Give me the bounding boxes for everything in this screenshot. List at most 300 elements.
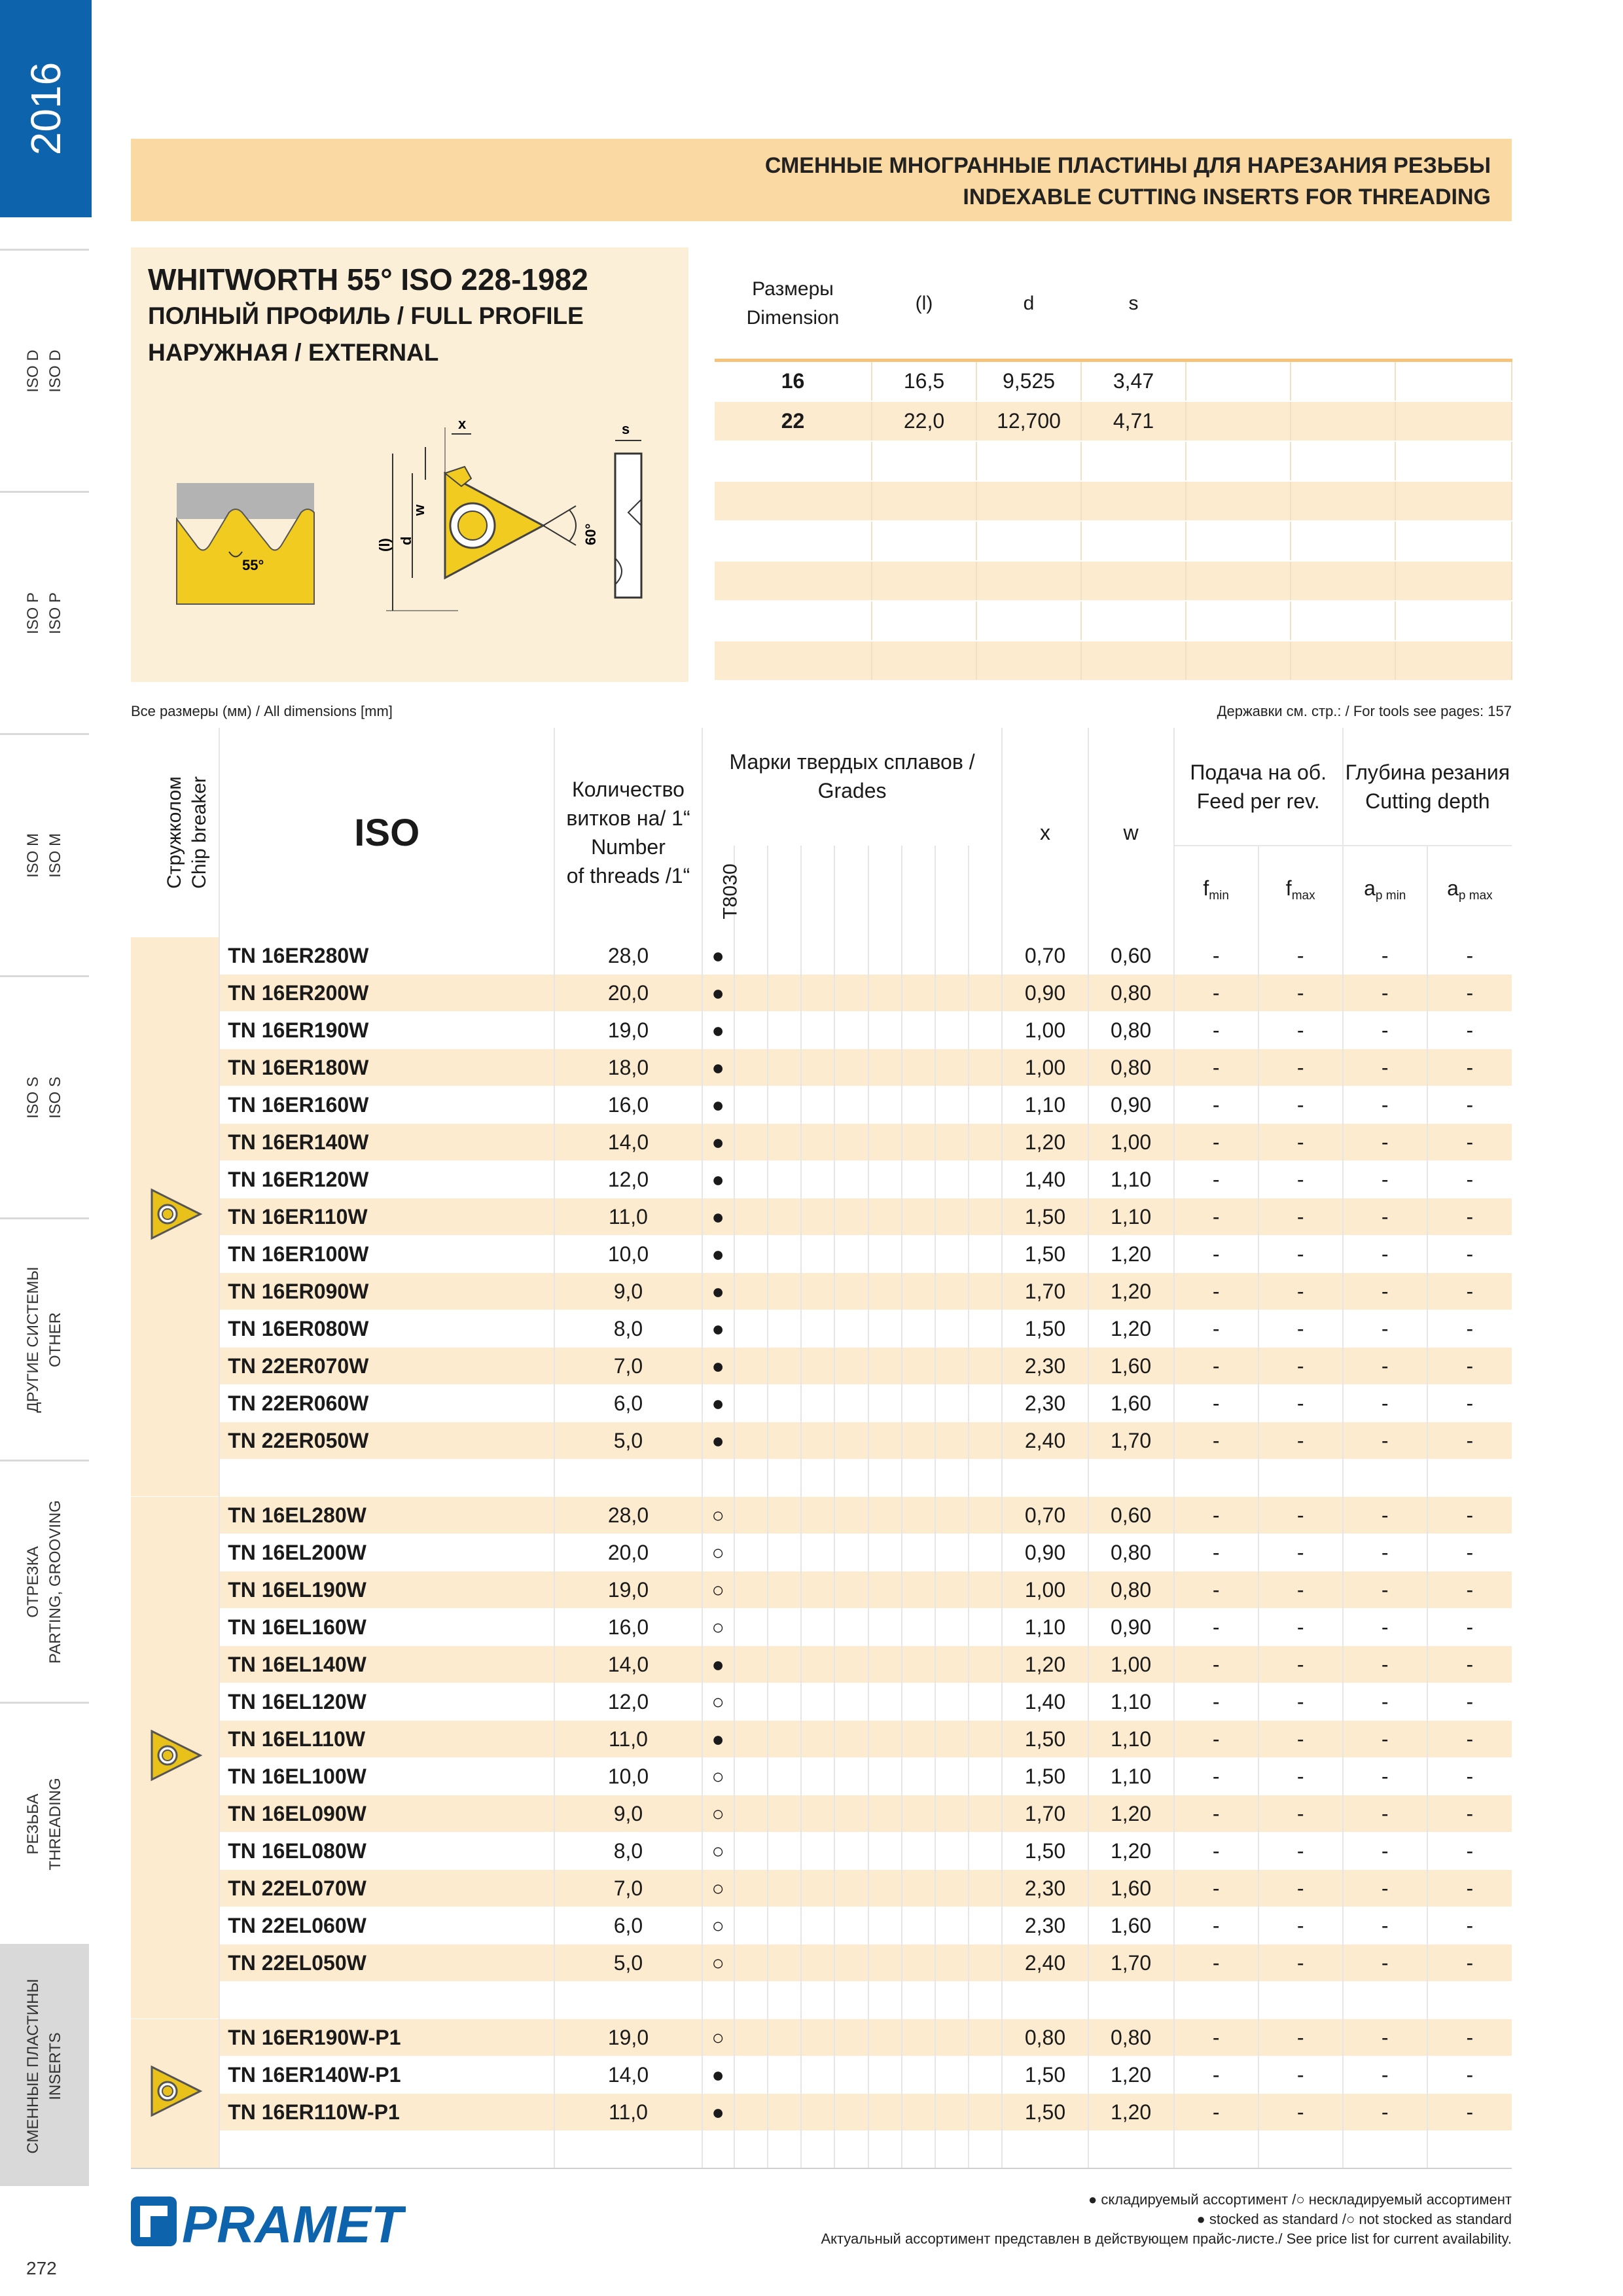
logo-text: PRAMET	[182, 2197, 403, 2249]
cell-grade-empty	[969, 1086, 1002, 1124]
cell-grade-empty	[768, 1758, 801, 1795]
sidebar-tab-line: ISO P	[46, 592, 64, 634]
sidebar-tab[interactable]	[0, 249, 89, 491]
dimension-cell	[872, 481, 976, 521]
table-row	[131, 1049, 1512, 1086]
dimension-cell	[1395, 441, 1512, 481]
cell-apmin: -	[1343, 937, 1427, 975]
cell-grade-empty	[969, 1683, 1002, 1721]
cell-grade-empty	[834, 1273, 868, 1310]
cell-apmax: -	[1427, 1273, 1512, 1310]
cell-grade-empty	[935, 1273, 969, 1310]
dimension-header-cell: s	[1081, 249, 1186, 361]
cell-grade-empty	[868, 937, 902, 975]
dimension-table	[715, 249, 1512, 681]
cell-iso: TN 16EL140W	[219, 1646, 554, 1683]
dimension-row	[715, 361, 1512, 402]
cell-threads: 20,0	[554, 975, 702, 1012]
cell-apmax: -	[1427, 1086, 1512, 1124]
cell-grade-empty	[834, 1422, 868, 1460]
cell-grade-empty	[834, 1310, 868, 1348]
section-header	[131, 139, 1512, 221]
cell-apmax: -	[1427, 1497, 1512, 1534]
cell-grade-empty	[834, 1795, 868, 1833]
cell-grade-empty	[768, 1945, 801, 1982]
sidebar-tab[interactable]	[0, 1944, 89, 2186]
cell-iso: TN 22EL060W	[219, 1907, 554, 1945]
cell-grade-empty	[734, 1571, 768, 1609]
cell-x: 1,40	[1002, 1683, 1088, 1721]
cell-grade-empty	[834, 1870, 868, 1907]
cell-w: 1,20	[1088, 2056, 1174, 2094]
table-row	[131, 1161, 1512, 1198]
cell-grade-empty	[834, 1721, 868, 1758]
sidebar-tab[interactable]	[0, 1702, 89, 1944]
cell-grade-empty	[801, 1198, 834, 1236]
dimension-cell	[1081, 441, 1186, 481]
dimension-cell	[715, 641, 872, 681]
sidebar-tab-line: ISO D	[24, 349, 42, 393]
cell-grade-empty	[969, 937, 1002, 975]
cell-x: 2,30	[1002, 1870, 1088, 1907]
table-row	[131, 1273, 1512, 1310]
cell-w: 1,00	[1088, 1646, 1174, 1683]
cell-apmax: -	[1427, 1385, 1512, 1422]
dimension-cell	[1081, 601, 1186, 641]
cell-grade-empty	[801, 1086, 834, 1124]
dimensions-note: Все размеры (мм) / All dimensions [mm]	[131, 703, 393, 719]
dimension-cell	[1081, 641, 1186, 681]
cell-grade-empty	[768, 975, 801, 1012]
cell-grade-empty	[768, 1609, 801, 1646]
cell-grade-empty	[734, 2094, 768, 2131]
cell-grade-empty	[768, 1422, 801, 1460]
cell-grade-empty	[768, 1571, 801, 1609]
cell-grade-empty	[768, 1385, 801, 1422]
cell-grade-empty	[868, 1310, 902, 1348]
cell-grade-empty	[801, 937, 834, 975]
cell-grade-empty	[902, 1385, 935, 1422]
dimension-cell	[715, 481, 872, 521]
cell-apmax: -	[1427, 1870, 1512, 1907]
cell-threads: 10,0	[554, 1758, 702, 1795]
cell-iso: TN 16ER080W	[219, 1310, 554, 1348]
dimension-cell: 22	[715, 401, 872, 441]
cell-fmin: -	[1174, 1124, 1258, 1161]
cell-apmin: -	[1343, 1086, 1427, 1124]
sidebar-tab[interactable]	[0, 1217, 89, 1460]
cell-grade-empty	[868, 1833, 902, 1870]
cell-fmin: -	[1174, 1497, 1258, 1534]
cell-w: 1,20	[1088, 1795, 1174, 1833]
cell-threads: 11,0	[554, 1721, 702, 1758]
cell-iso: TN 16ER180W	[219, 1049, 554, 1086]
table-row	[131, 1795, 1512, 1833]
cell-grade-empty	[768, 1833, 801, 1870]
cell-grade-empty	[734, 1795, 768, 1833]
cell-apmin: -	[1343, 1758, 1427, 1795]
cell-apmin: -	[1343, 1534, 1427, 1571]
table-row	[131, 1609, 1512, 1646]
cell-grade-empty	[734, 1348, 768, 1385]
cell-w: 0,60	[1088, 1497, 1174, 1534]
cell-w: 0,80	[1088, 2019, 1174, 2056]
cell-fmax: -	[1258, 1721, 1343, 1758]
table-row	[131, 1497, 1512, 1534]
table-row	[131, 2056, 1512, 2094]
dimension-cell	[715, 441, 872, 481]
cell-grade-empty	[768, 1534, 801, 1571]
cell-grade-empty	[902, 1348, 935, 1385]
table-row	[131, 1310, 1512, 1348]
cell-grade-empty	[868, 1646, 902, 1683]
cell-grade-empty	[801, 1833, 834, 1870]
cell-fmin: -	[1174, 2056, 1258, 2094]
dimension-cell	[1395, 601, 1512, 641]
cell-grade-empty	[868, 2056, 902, 2094]
cell-iso: TN 16EL190W	[219, 1571, 554, 1609]
cell-fmin: -	[1174, 1870, 1258, 1907]
cell-grade-empty	[734, 1049, 768, 1086]
cell-x: 0,90	[1002, 975, 1088, 1012]
dimension-row	[715, 481, 1512, 521]
dimension-header-cell	[1395, 249, 1512, 361]
cell-grade-empty	[834, 1460, 868, 1497]
cell-grade: ○	[702, 1870, 734, 1907]
cell-grade-empty	[834, 1198, 868, 1236]
cell-grade-empty	[734, 1870, 768, 1907]
cell-threads: 7,0	[554, 1348, 702, 1385]
cell-apmin: -	[1343, 1683, 1427, 1721]
dimension-cell	[1186, 601, 1291, 641]
cell-grade-empty	[801, 1721, 834, 1758]
cell-apmax: -	[1427, 1049, 1512, 1086]
cell-iso: TN 16ER120W	[219, 1161, 554, 1198]
cell-fmax: -	[1258, 1534, 1343, 1571]
sidebar-tab[interactable]	[0, 491, 89, 733]
cell-w: 0,80	[1088, 1012, 1174, 1049]
cell-grade-empty	[969, 1721, 1002, 1758]
cell-fmin	[1174, 1982, 1258, 2019]
table-row	[131, 1571, 1512, 1609]
cell-grade-empty	[801, 1273, 834, 1310]
cell-grade-empty	[969, 2131, 1002, 2168]
cell-grade: ●	[702, 1310, 734, 1348]
cell-threads: 5,0	[554, 1945, 702, 1982]
sidebar-tab[interactable]	[0, 1460, 89, 1702]
cell-x	[1002, 1460, 1088, 1497]
cell-grade-empty	[902, 1497, 935, 1534]
dimension-cell	[872, 441, 976, 481]
cell-apmax: -	[1427, 2019, 1512, 2056]
cell-grade-empty	[969, 1609, 1002, 1646]
cell-grade-empty	[734, 1012, 768, 1049]
cell-grade-empty	[935, 1721, 969, 1758]
cell-fmax: -	[1258, 1273, 1343, 1310]
cell-grade-empty	[935, 1758, 969, 1795]
chip-breaker-ru: Стружколом	[163, 776, 185, 889]
cell-grade-empty	[868, 1124, 902, 1161]
cell-grade-empty	[768, 1161, 801, 1198]
cell-fmin: -	[1174, 1795, 1258, 1833]
cell-grade-empty	[935, 1310, 969, 1348]
grade-t8030-header: T8030	[719, 863, 741, 920]
price-list-note: Актуальный ассортимент представлен в действующем прайс-листе./ See price list for current availability.	[821, 2231, 1512, 2247]
cell-apmax	[1427, 2131, 1512, 2168]
cell-x: 0,70	[1002, 937, 1088, 975]
cell-fmin: -	[1174, 1198, 1258, 1236]
cell-fmax: -	[1258, 1124, 1343, 1161]
cell-grade-empty	[734, 1310, 768, 1348]
cell-grade: ●	[702, 1198, 734, 1236]
cell-grade-empty	[868, 1870, 902, 1907]
dimension-cell	[1081, 521, 1186, 561]
cell-threads: 18,0	[554, 1049, 702, 1086]
cell-grade-empty	[801, 1571, 834, 1609]
cell-grade-empty	[834, 1236, 868, 1273]
cell-grade-empty	[969, 1124, 1002, 1161]
dimension-cell: 9,525	[976, 361, 1081, 402]
sidebar-tab-line: ISO P	[24, 592, 42, 634]
cell-x: 1,50	[1002, 1758, 1088, 1795]
table-row	[131, 1236, 1512, 1273]
cell-w: 1,00	[1088, 1124, 1174, 1161]
cell-grade-empty	[734, 1497, 768, 1534]
legend-ru: ● складируемый ассортимент /○ нескладируемый ассортимент	[1088, 2191, 1512, 2208]
cell-fmin: -	[1174, 1012, 1258, 1049]
dimension-cell: 12,700	[976, 401, 1081, 441]
cell-fmin	[1174, 2131, 1258, 2168]
sidebar-tab-line: ISO D	[46, 349, 64, 393]
cell-grade-empty	[768, 1012, 801, 1049]
cell-grade-empty	[834, 2019, 868, 2056]
cell-grade-empty	[969, 975, 1002, 1012]
cell-fmax: -	[1258, 1012, 1343, 1049]
dimension-cell	[1395, 361, 1512, 402]
dimension-cell	[976, 641, 1081, 681]
cell-apmin: -	[1343, 1310, 1427, 1348]
cell-grade-empty	[902, 1012, 935, 1049]
cell-grade-empty	[834, 1758, 868, 1795]
cell-x: 1,40	[1002, 1161, 1088, 1198]
cell-grade: ●	[702, 1086, 734, 1124]
cell-grade-empty	[868, 1982, 902, 2019]
cell-grade-empty	[868, 1795, 902, 1833]
cell-grade: ○	[702, 2019, 734, 2056]
cell-grade-empty	[768, 1460, 801, 1497]
cell-grade-empty	[768, 1049, 801, 1086]
cell-grade: ○	[702, 1571, 734, 1609]
cell-grade-empty	[834, 2056, 868, 2094]
cell-grade-empty	[902, 1310, 935, 1348]
cell-iso	[219, 2131, 554, 2168]
cell-x: 1,10	[1002, 1609, 1088, 1646]
profile-subtitle: ПОЛНЫЙ ПРОФИЛЬ / FULL PROFILE	[148, 302, 584, 329]
cell-fmin: -	[1174, 2094, 1258, 2131]
insert-p1-icon	[131, 2019, 219, 2168]
cell-grade-empty	[734, 1161, 768, 1198]
cell-w: 1,20	[1088, 1310, 1174, 1348]
cell-grade-empty	[801, 1795, 834, 1833]
cell-apmin: -	[1343, 1348, 1427, 1385]
fmax-header: f	[1285, 876, 1292, 900]
cell-grade-empty	[868, 1198, 902, 1236]
cell-grade-empty	[734, 2056, 768, 2094]
cell-fmin: -	[1174, 1833, 1258, 1870]
cell-x: 1,50	[1002, 1721, 1088, 1758]
cell-grade-empty	[801, 1945, 834, 1982]
cell-grade: ○	[702, 1758, 734, 1795]
cell-fmax: -	[1258, 937, 1343, 975]
cell-grade-empty	[969, 1385, 1002, 1422]
cell-fmin: -	[1174, 1049, 1258, 1086]
cell-grade: ●	[702, 937, 734, 975]
cell-grade-empty	[801, 1907, 834, 1945]
sidebar-tab-line: ISO S	[46, 1076, 64, 1119]
cell-grade-empty	[801, 1534, 834, 1571]
cell-grade-empty	[969, 1795, 1002, 1833]
cell-grade-empty	[935, 2056, 969, 2094]
cell-grade-empty	[969, 1310, 1002, 1348]
dimension-cell	[976, 561, 1081, 601]
cell-threads: 28,0	[554, 1497, 702, 1534]
cell-grade-empty	[734, 2131, 768, 2168]
cell-grade-empty	[969, 1982, 1002, 2019]
table-row	[131, 1348, 1512, 1385]
cell-grade-empty	[935, 1236, 969, 1273]
cell-w: 1,20	[1088, 2094, 1174, 2131]
cell-grade-empty	[801, 1683, 834, 1721]
cell-grade: ○	[702, 1497, 734, 1534]
dimension-header-cell: d	[976, 249, 1081, 361]
cell-fmin: -	[1174, 1721, 1258, 1758]
tools-pages-note: Державки см. стр.: / For tools see pages: 157	[1217, 703, 1512, 719]
cell-grade: ●	[702, 1721, 734, 1758]
cell-fmax	[1258, 1460, 1343, 1497]
cell-iso: TN 22ER050W	[219, 1422, 554, 1460]
cell-fmin: -	[1174, 1273, 1258, 1310]
cell-grade-empty	[868, 1385, 902, 1422]
dimension-header-cell: Размеры Dimension	[715, 249, 872, 361]
dimension-row	[715, 441, 1512, 481]
cell-grade-empty	[902, 1982, 935, 2019]
cell-grade-empty	[902, 1758, 935, 1795]
cell-x: 1,50	[1002, 1310, 1088, 1348]
threads-column-header: Количество витков на/ 1“ Number of threads /1“	[554, 728, 702, 937]
cell-grade-empty	[969, 1049, 1002, 1086]
dimension-cell: 16,5	[872, 361, 976, 402]
table-row	[131, 1198, 1512, 1236]
cell-grade-empty	[868, 1721, 902, 1758]
cell-grade-empty	[935, 1012, 969, 1049]
cell-grade: ○	[702, 1609, 734, 1646]
cell-apmin: -	[1343, 1385, 1427, 1422]
cell-fmin: -	[1174, 1422, 1258, 1460]
cell-grade-empty	[734, 975, 768, 1012]
cell-apmin: -	[1343, 1571, 1427, 1609]
year-text: 2016	[22, 62, 69, 156]
insert-el-icon	[131, 1497, 219, 2019]
cell-w: 1,10	[1088, 1683, 1174, 1721]
cell-grade-empty	[868, 1012, 902, 1049]
sidebar-tab-line: ISO S	[24, 1076, 42, 1119]
table-row	[131, 1833, 1512, 1870]
cell-grade: ○	[702, 1945, 734, 1982]
cell-iso: TN 22ER060W	[219, 1385, 554, 1422]
sidebar-tab[interactable]	[0, 733, 89, 975]
cell-grade-empty	[902, 1086, 935, 1124]
cell-fmin: -	[1174, 1385, 1258, 1422]
cell-grade-empty	[969, 1198, 1002, 1236]
cell-grade	[702, 1982, 734, 2019]
cell-x: 2,30	[1002, 1348, 1088, 1385]
cell-grade-empty	[734, 1086, 768, 1124]
sidebar-tab-line: РЕЗЬБА	[24, 1793, 42, 1854]
table-row	[131, 1086, 1512, 1124]
cell-grade-empty	[768, 1124, 801, 1161]
table-row	[131, 937, 1512, 975]
cell-grade-empty	[935, 1497, 969, 1534]
cell-fmax: -	[1258, 2094, 1343, 2131]
cell-grade-empty	[935, 1385, 969, 1422]
dimension-cell	[1395, 521, 1512, 561]
cell-fmin: -	[1174, 1609, 1258, 1646]
cell-grade-empty	[935, 2094, 969, 2131]
cell-grade-empty	[902, 1273, 935, 1310]
cell-grade-empty	[935, 1833, 969, 1870]
cell-iso: TN 16ER190W	[219, 1012, 554, 1049]
cell-w: 1,20	[1088, 1273, 1174, 1310]
sidebar-tab[interactable]	[0, 975, 89, 1217]
dimension-header-cell: (l)	[872, 249, 976, 361]
cell-grade: ●	[702, 1273, 734, 1310]
cell-apmax: -	[1427, 1198, 1512, 1236]
cell-grade-empty	[868, 1086, 902, 1124]
w-column-header: w	[1088, 728, 1174, 937]
cell-apmin	[1343, 2131, 1427, 2168]
cell-grade-empty	[801, 2019, 834, 2056]
apmax-sub: p max	[1458, 888, 1493, 903]
cell-threads: 19,0	[554, 1012, 702, 1049]
table-row	[131, 2094, 1512, 2131]
cell-grade: ●	[702, 1124, 734, 1161]
dimension-cell	[1395, 561, 1512, 601]
cell-grade-empty	[868, 2131, 902, 2168]
cell-grade-empty	[801, 1348, 834, 1385]
cell-threads: 5,0	[554, 1422, 702, 1460]
cell-grade-empty	[768, 1086, 801, 1124]
dimension-cell: 16	[715, 361, 872, 402]
depth-column-header: Глубина резания Cutting depth	[1343, 728, 1512, 846]
cell-apmin: -	[1343, 1049, 1427, 1086]
cell-iso	[219, 1982, 554, 2019]
dimension-cell	[976, 481, 1081, 521]
cell-apmax: -	[1427, 1833, 1512, 1870]
cell-threads: 9,0	[554, 1273, 702, 1310]
dimension-cell	[1395, 401, 1512, 441]
cell-apmin: -	[1343, 1124, 1427, 1161]
dimension-cell	[872, 521, 976, 561]
cell-fmax: -	[1258, 1795, 1343, 1833]
cell-grade: ●	[702, 2094, 734, 2131]
cell-fmax: -	[1258, 1497, 1343, 1534]
page-title: WHITWORTH 55° ISO 228-1982	[148, 262, 588, 296]
dimension-cell	[976, 441, 1081, 481]
cell-grade-empty	[768, 2131, 801, 2168]
cell-fmin: -	[1174, 975, 1258, 1012]
header-line-en: INDEXABLE CUTTING INSERTS FOR THREADING	[963, 185, 1491, 209]
cell-grade-empty	[902, 1683, 935, 1721]
